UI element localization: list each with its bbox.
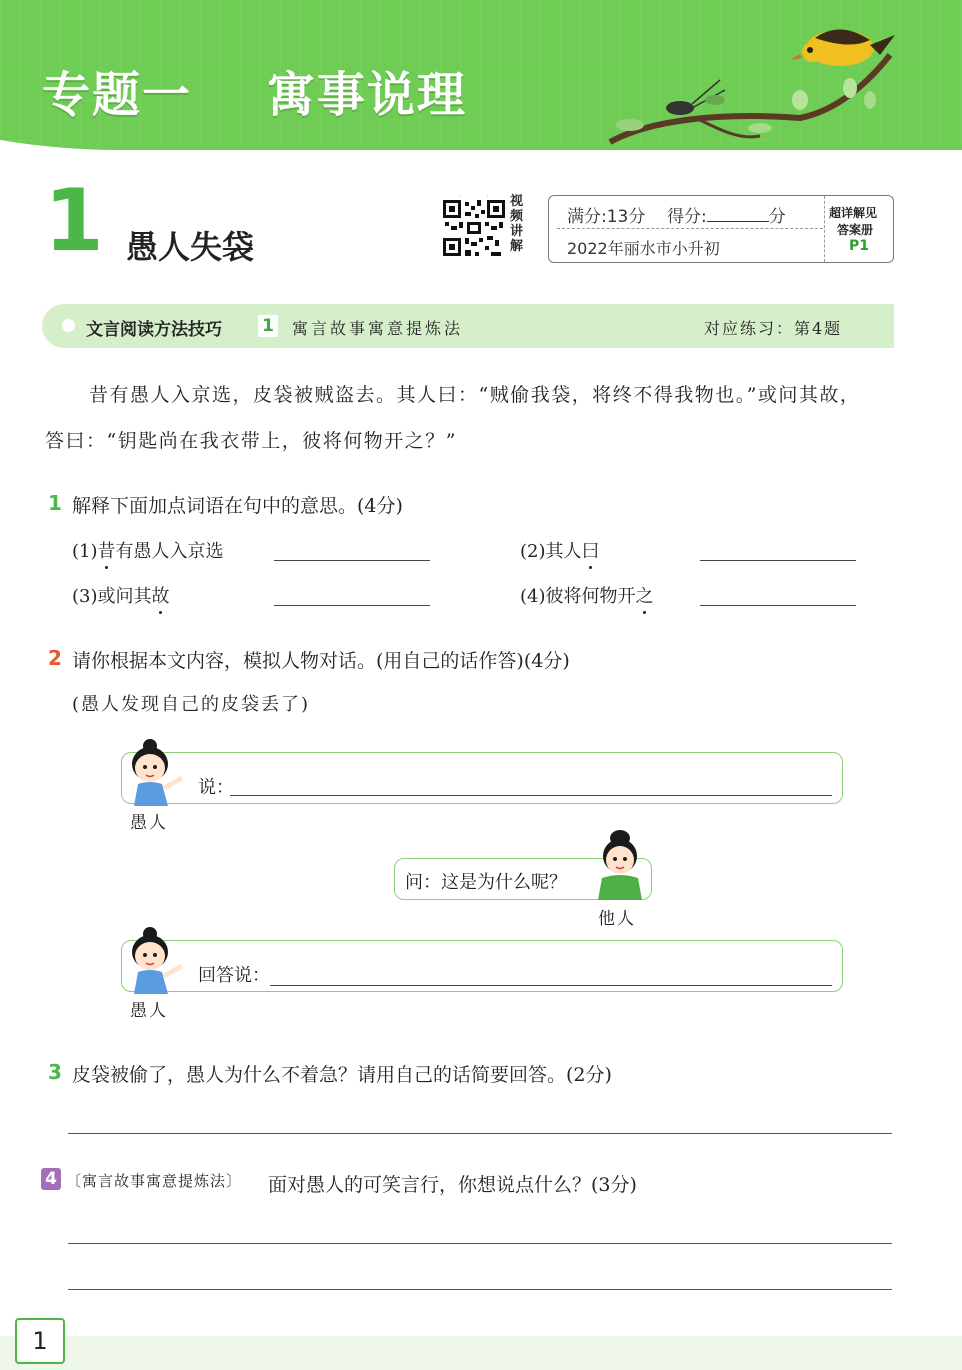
question-number: 4 xyxy=(41,1168,61,1190)
answer-blank[interactable] xyxy=(700,560,856,561)
dialogue-prompt: 回答说： xyxy=(198,965,270,986)
sub-question: (2)其人曰 xyxy=(520,537,600,563)
question-text: 皮袋被偷了，愚人为什么不着急？请用自己的话简要回答。(2分) xyxy=(72,1064,612,1086)
dotted-char: 之 xyxy=(636,582,654,608)
dotted-char: 故 xyxy=(152,582,170,608)
answer-blank[interactable] xyxy=(274,560,430,561)
score-line xyxy=(567,202,786,227)
page-number: 1 xyxy=(15,1318,65,1364)
dialogue-bubble xyxy=(121,752,843,804)
method-number: 1 xyxy=(258,315,278,337)
sub-question: (1)昔有愚人入京选 xyxy=(72,537,224,563)
bullet-dot-icon xyxy=(62,319,75,332)
qr-video-label: 视频讲解 xyxy=(510,194,524,254)
score-unit: 分 xyxy=(768,207,786,227)
score-text: 满分:13分 得分: xyxy=(567,207,707,227)
lesson-number: 1 xyxy=(44,171,104,271)
other-person-icon xyxy=(592,826,648,900)
score-box xyxy=(548,195,894,263)
footer-strip xyxy=(0,1336,962,1370)
question-tag: 〔寓言故事寓意提炼法〕 xyxy=(66,1172,243,1190)
answer-blank[interactable] xyxy=(700,605,856,606)
question-number: 3 xyxy=(48,1060,62,1084)
answer-ref-page: P1 xyxy=(849,238,870,254)
question-text: 面对愚人的可笑言行，你想说点什么？(3分) xyxy=(268,1174,637,1196)
score-blank[interactable] xyxy=(707,207,769,222)
passage-line: 答曰：“钥匙尚在我衣带上，彼将何物开之？” xyxy=(45,430,457,452)
lesson-title: 愚人失袋 xyxy=(126,228,255,266)
dialogue-prompt: 问：这是为什么呢？ xyxy=(405,872,567,893)
answer-line[interactable] xyxy=(68,1133,892,1134)
answer-line[interactable] xyxy=(68,1243,892,1244)
question-number: 2 xyxy=(48,646,62,670)
method-label: 文言阅读方法技巧 xyxy=(86,320,222,340)
topic-title: 专题一 寓事说理 xyxy=(42,67,467,123)
question-number: 1 xyxy=(48,491,62,515)
sub-question: (4)彼将何物开之 xyxy=(520,582,654,608)
dialogue-prompt: 说： xyxy=(198,777,234,798)
speaker-label: 他人 xyxy=(598,909,636,929)
method-text: 寓言故事寓意提炼法 xyxy=(292,319,464,338)
dialogue-bubble xyxy=(121,940,843,992)
passage-line: 昔有愚人入京选，皮袋被贼盗去。其人曰：“贼偷我袋，将终不得我物也。”或问其故， xyxy=(89,384,861,406)
dialogue-context: (愚人发现自己的皮袋丢了) xyxy=(72,694,311,715)
header-banner xyxy=(0,0,962,150)
sub-question: (3)或问其故 xyxy=(72,582,170,608)
qr-code-icon[interactable] xyxy=(441,196,507,260)
method-bar xyxy=(42,304,894,348)
question-text: 请你根据本文内容，模拟人物对话。(用自己的话作答)(4分) xyxy=(72,650,570,672)
answer-blank[interactable] xyxy=(270,985,832,986)
dotted-char: 昔 xyxy=(98,537,116,563)
dotted-char: 曰 xyxy=(582,537,600,563)
divider xyxy=(557,228,823,229)
exam-source: 2022年丽水市小升初 xyxy=(567,239,720,258)
answer-ref-line1: 超详解见 xyxy=(829,206,878,220)
speaker-label: 愚人 xyxy=(130,1001,168,1021)
answer-blank[interactable] xyxy=(230,795,832,796)
fool-character-icon xyxy=(124,924,190,994)
answer-blank[interactable] xyxy=(274,605,430,606)
speaker-label: 愚人 xyxy=(130,813,168,833)
answer-ref-line2: 答案册 xyxy=(837,223,874,237)
divider xyxy=(824,196,825,262)
answer-line[interactable] xyxy=(68,1289,892,1290)
fool-character-icon xyxy=(124,736,190,806)
practice-ref: 对应练习：第4题 xyxy=(704,319,843,338)
question-text: 解释下面加点词语在句中的意思。(4分) xyxy=(72,495,403,517)
